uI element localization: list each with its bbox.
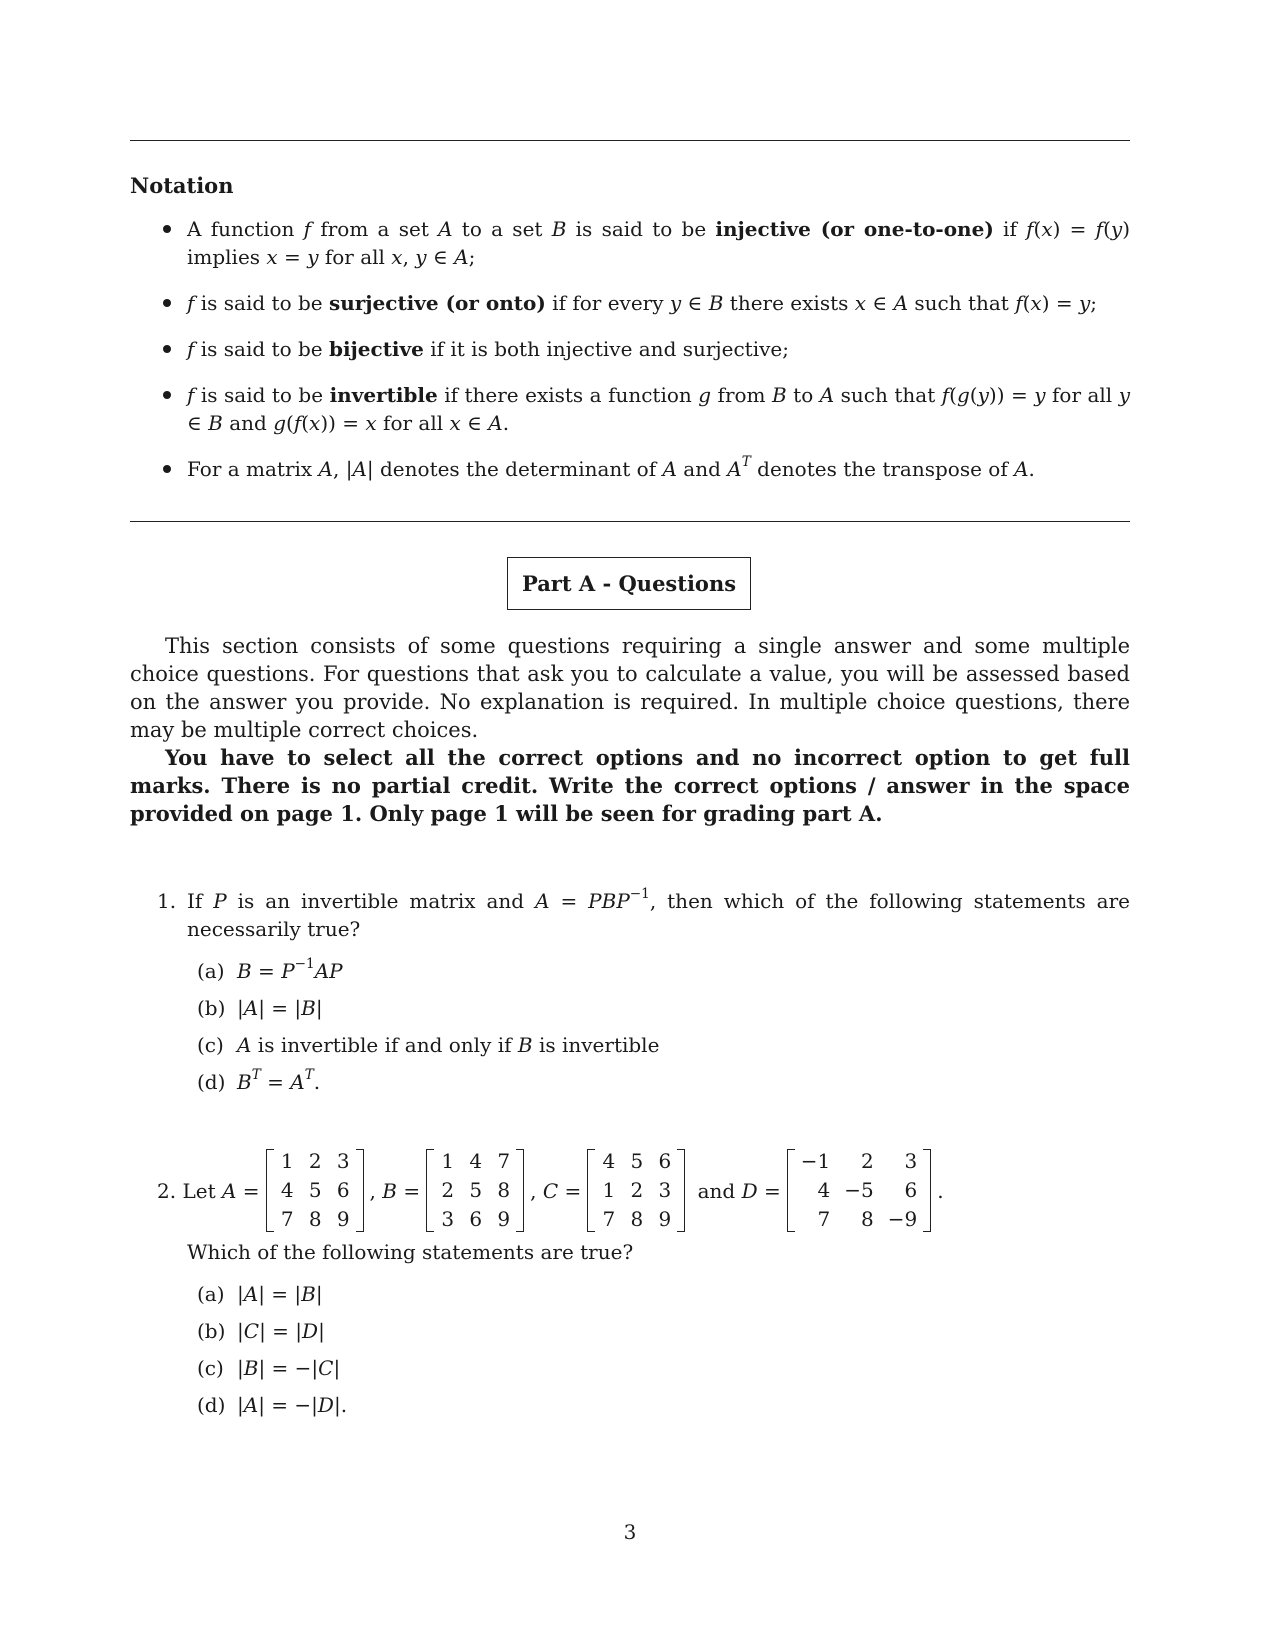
notation-heading: Notation [130, 173, 234, 198]
question-lead: Let [182, 1178, 216, 1203]
option-d: (d) |A| = −|D|. [197, 1393, 348, 1417]
matrix-cell: 8 [497, 1178, 511, 1202]
bullet-icon [163, 465, 171, 473]
notation-item-bijective: f is said to be bijective if it is both injective and surjective; [130, 335, 1130, 363]
matrix-cell: 3 [336, 1149, 350, 1173]
notation-item-injective: A function f from a set A to a set B is said to be injective (or one-to-one) if f(x) = f(y) implies x = y for all x, y ∈ A; [130, 215, 1130, 271]
matrix-cell: 8 [860, 1207, 874, 1231]
matrix-cell: 3 [441, 1207, 455, 1231]
page-number: 3 [623, 1520, 637, 1544]
matrix-cell: 9 [658, 1207, 672, 1231]
matrix-cell: 7 [817, 1207, 831, 1231]
question-2-matrices: 2. Let A = 1 2 3 4 5 6 7 8 9 , B = 1 4 7 2 5 8 3 6 9 , C = 4 5 6 1 2 3 7 8 9 and D = −1 2 3 4 −5 6 7 8 −9 . [157, 1147, 944, 1234]
matrix-cell: 2 [308, 1149, 322, 1173]
matrix-cell: 9 [497, 1207, 511, 1231]
matrix-cell: −9 [887, 1207, 918, 1231]
matrix-cell: 5 [630, 1149, 644, 1173]
matrix-cell: 5 [308, 1178, 322, 1202]
matrix-cell: 7 [602, 1207, 616, 1231]
option-c: (c) A is invertible if and only if B is invertible [197, 1033, 660, 1057]
matrix-a [266, 1147, 364, 1234]
option-a: (a) $B = P^{-1}AP$ [197, 956, 343, 983]
option-b: (b) |C| = |D| [197, 1319, 325, 1343]
matrix-cell: 1 [441, 1149, 455, 1173]
notation-list [130, 215, 1130, 501]
matrix-cell: 2 [441, 1178, 455, 1202]
matrix-cell: −5 [844, 1178, 874, 1202]
matrix-cell: 4 [602, 1149, 616, 1173]
matrix-cell: 9 [336, 1207, 350, 1231]
matrix-cell: 6 [469, 1207, 483, 1231]
question-text: If P is an invertible matrix and $A = PBP^{-1}$, then which of the following statements are necessarily true? [187, 886, 1130, 941]
options-list [197, 957, 1130, 1096]
matrix-cell: 2 [630, 1178, 644, 1202]
bullet-icon [163, 345, 171, 353]
matrix-cell: 8 [308, 1207, 322, 1231]
notation-item-surjective: f is said to be surjective (or onto) if for every y ∈ B there exists x ∈ A such that f(x) = y; [130, 289, 1130, 317]
question-number: 1. [157, 889, 177, 913]
notation-item-invertible: f is said to be invertible if there exists a function g from B to A such that f(g(y)) = y for all y ∈ B and g(f(x)) = x for all x ∈ A. [130, 381, 1130, 437]
middle-rule [130, 521, 1130, 522]
option-c: (c) |B| = −|C| [197, 1356, 341, 1380]
bullet-icon [163, 225, 171, 233]
matrix-cell: 1 [602, 1178, 616, 1202]
exam-page [130, 0, 1130, 1651]
section-intro [130, 632, 1130, 828]
matrix-cell: −1 [800, 1149, 831, 1173]
notation-item-matrix: For a matrix A, |A| denotes the determinant of A and $A^T$ denotes the transpose of A. [130, 455, 1130, 483]
matrix-cell: 5 [469, 1178, 483, 1202]
part-a-title: Part A - Questions [507, 557, 751, 610]
question-prompt: Which of the following statements are true? [187, 1240, 634, 1264]
matrix-cell: 4 [817, 1178, 831, 1202]
bullet-icon [163, 391, 171, 399]
matrix-cell: 6 [658, 1149, 672, 1173]
matrix-d [787, 1147, 931, 1234]
matrix-cell: 7 [280, 1207, 294, 1231]
matrix-cell: 2 [860, 1149, 874, 1173]
matrix-cell: 6 [904, 1178, 918, 1202]
question-1 [130, 887, 1130, 1105]
intro-paragraph: This section consists of some questions requiring a single answer and some multiple choice questions. For questions that ask you to calculate a value, you will be assessed based on the answer you provide. No explanation is required. In multiple choice questions, there may be multiple correct choices. [130, 634, 1130, 742]
question-2 [130, 1238, 1130, 1428]
option-d: (d) $B^T = A^T$. [197, 1067, 321, 1094]
top-rule [130, 140, 1130, 141]
matrix-b [426, 1147, 524, 1234]
matrix-cell: 4 [280, 1178, 294, 1202]
grading-instructions: You have to select all the correct options and no incorrect option to get full marks. There is no partial credit. Write the correct options / answer in the space provided on page 1. Only page 1 will be seen for grading part A. [130, 745, 1130, 826]
bullet-icon [163, 299, 171, 307]
matrix-cell: 3 [904, 1149, 918, 1173]
options-list [197, 1280, 1130, 1419]
matrix-cell: 3 [658, 1178, 672, 1202]
matrix-cell: 8 [630, 1207, 644, 1231]
matrix-cell: 6 [336, 1178, 350, 1202]
matrix-cell: 7 [497, 1149, 511, 1173]
question-number: 2. [157, 1178, 177, 1203]
option-a: (a) |A| = |B| [197, 1282, 323, 1306]
option-b: (b) |A| = |B| [197, 996, 323, 1020]
matrix-cell: 1 [280, 1149, 294, 1173]
matrix-cell: 4 [469, 1149, 483, 1173]
matrix-c [587, 1147, 685, 1234]
